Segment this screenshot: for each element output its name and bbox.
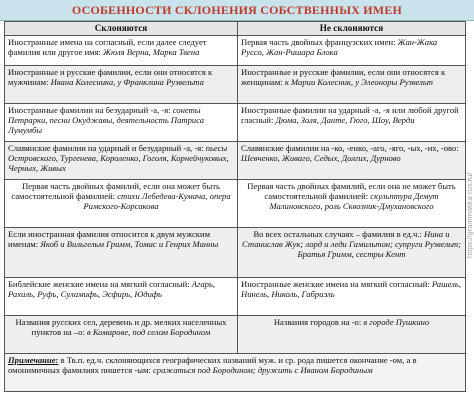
- page-title: ОСОБЕННОСТИ СКЛОНЕНИЯ СОБСТВЕННЫХ ИМЕН: [0, 0, 474, 21]
- cell-not-declined: Первая часть двойных фамилий, если она не может быть самостоятельной фамилией: скульптура Демут Малиновского, роль Сквозник-Дмухановского: [238, 180, 466, 228]
- note-cell: Примечание: в Тв.п. ед.ч. склоняющихся географических названий муж. и ср. рода пишется окончание -ом, а в омонимичных фамилиях пишется -ым: сражаться под Бородином; дружить с Иваном Бородиным: [5, 354, 466, 392]
- table-row: [5, 316, 466, 354]
- cell-not-declined: Иностранные фамилии на ударный -а, -я или любой другой гласный: Дюма, Золя, Данте, Гюго, Шоу, Верди: [238, 104, 466, 142]
- table-row: [5, 142, 466, 180]
- cell-not-declined: Во всех остальных случаях – фамилия в ед.ч.: Нина и Станислав Жук; лорд и леди Гамильтон; супруги Рузвельт; Братья Гримм, сестры Кент: [238, 228, 466, 278]
- table-row: [5, 180, 466, 228]
- note-row: [5, 354, 466, 392]
- cell-not-declined: Названия городов на -о: в городе Пушкино: [238, 316, 466, 354]
- note-label: Примечание:: [8, 355, 59, 365]
- cell-declined: Библейские женские имена на мягкий согласный: Агарь, Рахиль, Руфь, Суламифь, Эсфирь, Юдифь: [5, 278, 238, 316]
- cell-not-declined: Славянские фамилии на -ко, -енко, -аго, -яго, -ых, -их, -ово: Шевченко, Живаго, Седых, Долгих, Дурново: [238, 142, 466, 180]
- header-not-declined: Не склоняются: [238, 22, 466, 36]
- watermark: https://grammatika-rus.ru/: [465, 172, 474, 258]
- cell-declined: Названия русских сел, деревень и др. мелких населенных пунктов на –о: в Комарове, под селом Бородином: [5, 316, 238, 354]
- table-row: [5, 66, 466, 104]
- table-header-row: [5, 22, 466, 36]
- cell-declined: Славянские фамилии на ударный и безударный -а, -я: пьесы Островского, Тургенева, Короленко, Гоголя, Корнейчуковых, Черных, Живых: [5, 142, 238, 180]
- declension-table: [4, 21, 466, 392]
- cell-declined: Иностранные фамилии на безударный -а, -я: сонеты Петрарки, песни Окуджавы, деятельность Патриса Лумумбы: [5, 104, 238, 142]
- cell-declined: Первая часть двойных фамилий, если она может быть самостоятельной фамилией: стихи Лебедева-Кумача, опера Римского-Корсакова: [5, 180, 238, 228]
- cell-declined: Иностранные и русские фамилии, если они относятся к мужчинам: Ивана Колесника, у Франклина Рузвельта: [5, 66, 238, 104]
- cell-declined: Иностранные имена на согласный, если далее следует фамилия или другое имя: Жюля Верна, Марка Твена: [5, 36, 238, 66]
- table-row: [5, 228, 466, 278]
- table-row: [5, 278, 466, 316]
- header-declined: Склоняются: [5, 22, 238, 36]
- cell-not-declined: Иностранные женские имена на мягкий согласный: Рашель, Нинель, Николь, Габриэль: [238, 278, 466, 316]
- table-row: [5, 104, 466, 142]
- cell-declined: Если иностранная фамилия относится к двум мужским именам: Якоб и Вильгельм Гримм, Томас и Генрих Манны: [5, 228, 238, 278]
- cell-not-declined: Первая часть двойных французских имен: Жан-Жака Руссо, Жан-Ришара Блока: [238, 36, 466, 66]
- cell-not-declined: Иностранные и русские фамилии, если они относятся к женщинам: к Марии Колесник, у Элеоноры Рузвельт: [238, 66, 466, 104]
- table-row: [5, 36, 466, 66]
